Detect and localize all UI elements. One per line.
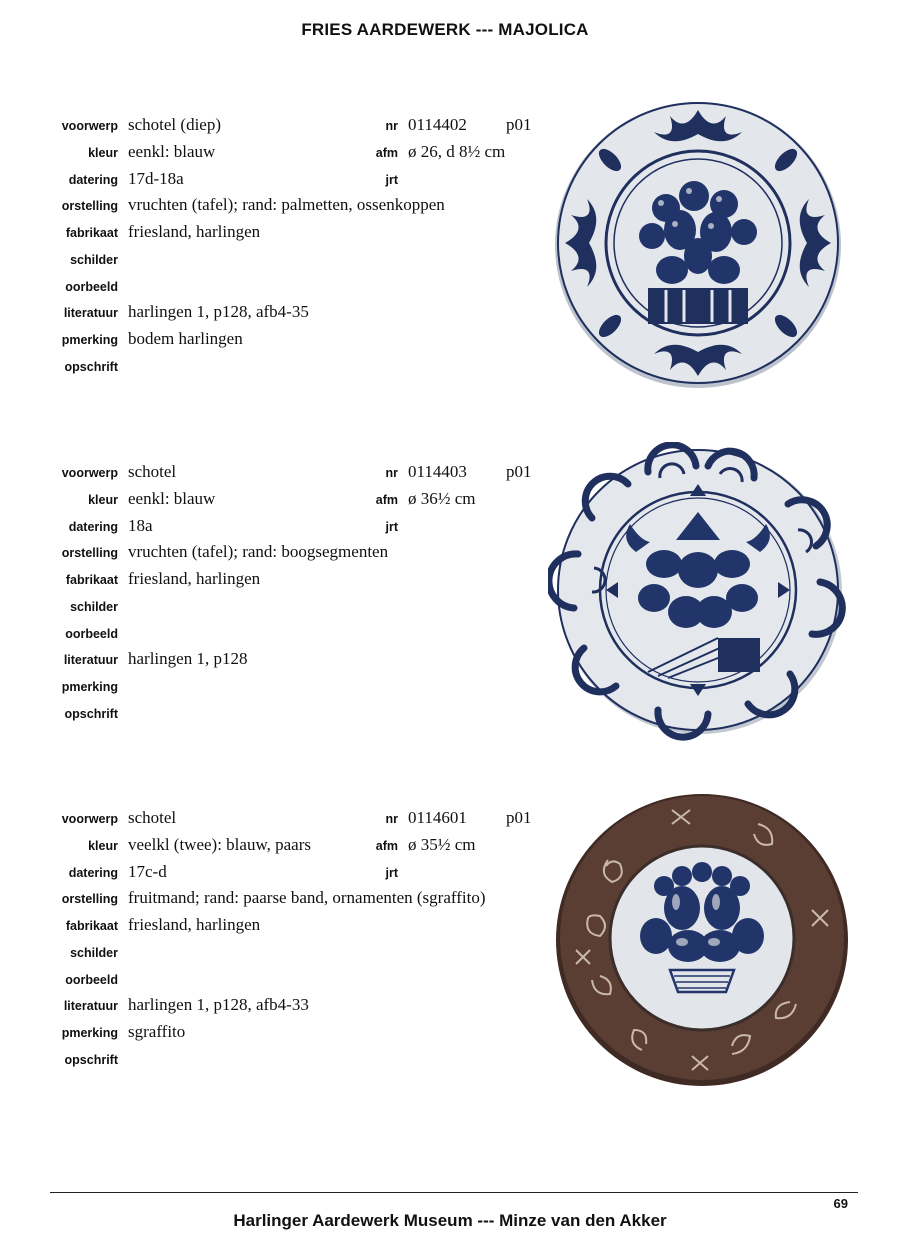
value-page: p01	[506, 462, 532, 481]
label-literatuur: literatuur	[63, 306, 118, 320]
value-nr: 0114601	[408, 808, 467, 827]
value-datering: 17d-18a	[128, 169, 184, 188]
label-opschrift: opschrift	[64, 360, 118, 374]
value-opmerking: bodem harlingen	[128, 329, 243, 348]
page-number: 69	[833, 1196, 848, 1211]
value-kleur: eenkl: blauw	[128, 142, 216, 161]
footer-divider	[50, 1192, 858, 1193]
label-voorwerp: voorwerp	[61, 466, 118, 480]
label-afm: afm	[375, 146, 398, 160]
label-voorbeeld: oorbeeld	[65, 280, 118, 294]
label-opmerking: pmerking	[61, 1026, 118, 1040]
value-afm: ø 26, d 8½ cm	[408, 142, 506, 161]
value-afm: ø 35½ cm	[408, 835, 476, 854]
footer-text: Harlinger Aardewerk Museum --- Minze van den Akker	[233, 1211, 667, 1230]
value-opmerking: sgraffito	[128, 1022, 186, 1041]
value-page: p01	[506, 115, 532, 134]
value-literatuur: harlingen 1, p128, afb4-33	[128, 995, 309, 1014]
value-voorwerp: schotel (diep)	[128, 115, 221, 134]
value-nr: 0114403	[408, 462, 467, 481]
label-fabrikaat: fabrikaat	[65, 919, 118, 933]
page-title: FRIES AARDEWERK --- MAJOLICA	[301, 20, 589, 39]
label-afm: afm	[375, 493, 398, 507]
value-fabrikaat: friesland, harlingen	[128, 222, 261, 241]
value-kleur: eenkl: blauw	[128, 489, 216, 508]
plate-photo-3	[552, 790, 852, 1090]
value-afm: ø 36½ cm	[408, 489, 476, 508]
value-kleur: veelkl (twee): blauw, paars	[128, 835, 311, 854]
label-voorwerp: voorwerp	[61, 119, 118, 133]
label-schilder: schilder	[70, 253, 118, 267]
value-datering: 17c-d	[128, 862, 167, 881]
value-literatuur: harlingen 1, p128	[128, 649, 248, 668]
label-schilder: schilder	[70, 946, 118, 960]
label-fabrikaat: fabrikaat	[65, 573, 118, 587]
label-datering: datering	[68, 520, 118, 534]
label-nr: nr	[385, 119, 398, 133]
label-jrt: jrt	[385, 173, 398, 187]
label-afm: afm	[375, 839, 398, 853]
label-opmerking: pmerking	[61, 680, 118, 694]
value-page: p01	[506, 808, 532, 827]
value-fabrikaat: friesland, harlingen	[128, 915, 261, 934]
label-opschrift: opschrift	[64, 1053, 118, 1067]
label-kleur: kleur	[88, 146, 118, 160]
value-nr: 0114402	[408, 115, 467, 134]
label-voorbeeld: oorbeeld	[65, 973, 118, 987]
value-voorstelling: vruchten (tafel); rand: palmetten, ossenkoppen	[128, 195, 445, 214]
value-voorwerp: schotel	[128, 462, 177, 481]
label-literatuur: literatuur	[63, 999, 118, 1013]
label-opschrift: opschrift	[64, 707, 118, 721]
label-voorstelling: orstelling	[61, 892, 118, 906]
label-jrt: jrt	[385, 520, 398, 534]
value-voorstelling: fruitmand; rand: paarse band, ornamenten (sgraffito)	[128, 888, 486, 907]
value-datering: 18a	[128, 516, 153, 535]
value-voorwerp: schotel	[128, 808, 177, 827]
label-fabrikaat: fabrikaat	[65, 226, 118, 240]
label-voorstelling: orstelling	[61, 199, 118, 213]
label-voorwerp: voorwerp	[61, 812, 118, 826]
label-nr: nr	[385, 812, 398, 826]
label-nr: nr	[385, 466, 398, 480]
value-voorstelling: vruchten (tafel); rand: boogsegmenten	[128, 542, 389, 561]
label-voorbeeld: oorbeeld	[65, 627, 118, 641]
label-schilder: schilder	[70, 600, 118, 614]
label-jrt: jrt	[385, 866, 398, 880]
label-literatuur: literatuur	[63, 653, 118, 667]
label-opmerking: pmerking	[61, 333, 118, 347]
label-datering: datering	[68, 173, 118, 187]
label-datering: datering	[68, 866, 118, 880]
label-kleur: kleur	[88, 839, 118, 853]
label-kleur: kleur	[88, 493, 118, 507]
value-fabrikaat: friesland, harlingen	[128, 569, 261, 588]
label-voorstelling: orstelling	[61, 546, 118, 560]
value-literatuur: harlingen 1, p128, afb4-35	[128, 302, 309, 321]
